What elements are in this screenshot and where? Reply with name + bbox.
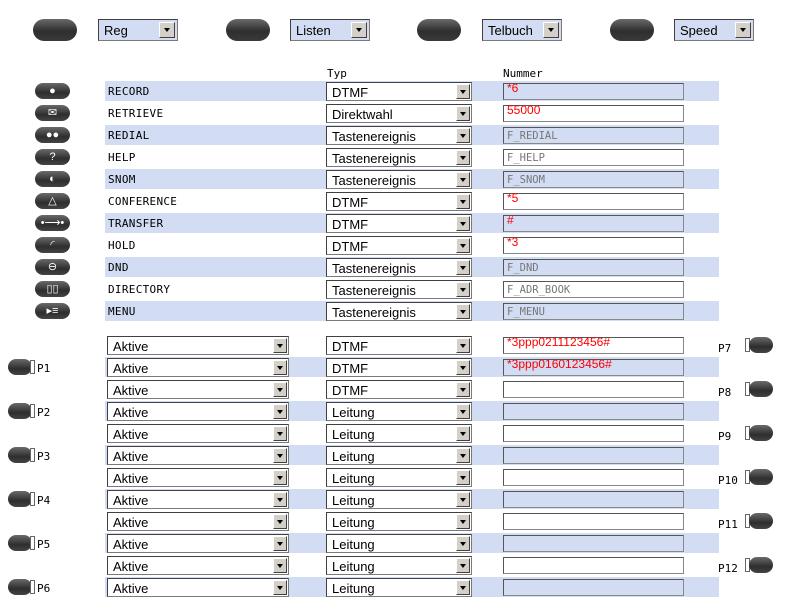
key-type-select-value: Leitung [332, 537, 375, 552]
key-type-select-value: Leitung [332, 559, 375, 574]
chevron-down-icon [456, 360, 470, 375]
function-key-number-value: F_ADR_BOOK [507, 284, 571, 296]
function-key-type-select[interactable] [326, 236, 472, 255]
key-mode-select[interactable] [107, 534, 289, 553]
key-mode-select-value: Aktive [113, 449, 149, 464]
programmable-key-button[interactable] [8, 403, 38, 419]
key-type-select[interactable] [326, 490, 472, 509]
programmable-key-label: P3 [37, 450, 51, 463]
redial-icon[interactable]: ●● [35, 127, 70, 143]
key-knob-icon [8, 359, 32, 375]
key-knob-icon [749, 557, 773, 573]
chevron-down-icon [456, 426, 470, 441]
key-mode-select[interactable] [107, 358, 289, 377]
programmable-key-label: P7 [718, 342, 732, 355]
chevron-down-icon [456, 194, 470, 209]
chevron-down-icon [735, 22, 751, 38]
dnd-icon[interactable]: ⊖ [35, 259, 70, 275]
programmable-key-button[interactable] [745, 557, 775, 573]
key-type-select-value: Leitung [332, 493, 375, 508]
chevron-down-icon [456, 514, 470, 529]
chevron-down-icon [456, 470, 470, 485]
chevron-down-icon [456, 492, 470, 507]
function-key-number-input[interactable] [503, 83, 684, 100]
key-type-select[interactable] [326, 556, 472, 575]
function-key-type-select-value: Tastenereignis [332, 129, 416, 144]
menu-icon[interactable]: ▸≡ [35, 303, 70, 319]
chevron-down-icon [273, 360, 287, 375]
key-type-select-value: DTMF [332, 361, 369, 376]
key-type-select-value: Leitung [332, 471, 375, 486]
key-mode-select-value: Aktive [113, 515, 149, 530]
typ-header: Typ [327, 67, 347, 80]
key-led-icon [30, 536, 35, 550]
function-key-label: TRANSFER [108, 217, 164, 230]
function-key-label: CONFERENCE [108, 195, 178, 208]
chevron-down-icon [456, 260, 470, 275]
function-key-number-input[interactable] [503, 127, 684, 144]
chevron-down-icon [273, 580, 287, 595]
telbuch-select[interactable] [482, 19, 562, 41]
key-number-input[interactable] [503, 579, 684, 596]
chevron-down-icon [273, 470, 287, 485]
key-type-select[interactable] [326, 512, 472, 531]
chevron-down-icon [273, 448, 287, 463]
function-key-type-select[interactable] [326, 104, 472, 123]
function-key-number-input[interactable] [503, 193, 684, 210]
function-key-type-select-value: Tastenereignis [332, 261, 416, 276]
help-icon[interactable]: ? [35, 149, 70, 165]
listen-select[interactable] [290, 19, 370, 41]
function-key-type-select-value: Direktwahl [332, 107, 393, 122]
function-key-label: RETRIEVE [108, 107, 164, 120]
function-key-type-select-value: DTMF [332, 217, 369, 232]
key-mode-select[interactable] [107, 578, 289, 597]
chevron-down-icon [273, 382, 287, 397]
programmable-key-label: P10 [718, 474, 738, 487]
key-type-select-value: DTMF [332, 339, 369, 354]
chevron-down-icon [159, 22, 175, 38]
key-mode-select[interactable] [107, 380, 289, 399]
function-key-type-select-value: Tastenereignis [332, 305, 416, 320]
key-type-select[interactable] [326, 358, 472, 377]
programmable-key-button[interactable] [8, 535, 38, 551]
key-type-select[interactable] [326, 402, 472, 421]
key-mode-select[interactable] [107, 556, 289, 575]
key-mode-select-value: Aktive [113, 581, 149, 596]
key-type-select[interactable] [326, 446, 472, 465]
programmable-key-label: P4 [37, 494, 51, 507]
function-key-label: HOLD [108, 239, 136, 252]
key-knob-icon [749, 425, 773, 441]
key-type-select[interactable] [326, 534, 472, 553]
key-type-select[interactable] [326, 336, 472, 355]
function-key-type-select-value: DTMF [332, 195, 369, 210]
chevron-down-icon [456, 404, 470, 419]
programmable-key-button[interactable] [8, 579, 38, 595]
key-knob-icon [749, 381, 773, 397]
chevron-down-icon [456, 338, 470, 353]
function-key-type-select[interactable] [326, 192, 472, 211]
directory-icon[interactable]: ▯▯ [35, 281, 70, 297]
key-type-select-value: Leitung [332, 515, 375, 530]
reg-select-value: Reg [104, 23, 128, 38]
function-key-number-input[interactable] [503, 215, 684, 232]
key-number-input[interactable] [503, 535, 684, 552]
programmable-key-button[interactable] [8, 491, 38, 507]
chevron-down-icon [273, 492, 287, 507]
function-key-number-input[interactable] [503, 149, 684, 166]
programmable-key-label: P2 [37, 406, 51, 419]
function-key-type-select-value: Tastenereignis [332, 283, 416, 298]
key-number-input[interactable] [503, 359, 684, 376]
key-mode-select-value: Aktive [113, 361, 149, 376]
chevron-down-icon [456, 304, 470, 319]
function-key-number-input[interactable] [503, 259, 684, 276]
function-key-label: HELP [108, 151, 136, 164]
function-key-type-select[interactable] [326, 148, 472, 167]
function-key-number-input[interactable] [503, 171, 684, 188]
telbuch-select-value: Telbuch [488, 23, 533, 38]
key-mode-select-value: Aktive [113, 493, 149, 508]
programmable-key-button[interactable] [8, 359, 38, 375]
function-key-number-value: F_DND [507, 262, 539, 274]
function-key-number-value: # [507, 213, 514, 227]
chevron-down-icon [456, 558, 470, 573]
key-type-select[interactable] [326, 380, 472, 399]
chevron-down-icon [273, 558, 287, 573]
function-key-type-select-value: DTMF [332, 85, 369, 100]
function-key-number-value: F_MENU [507, 306, 545, 318]
key-number-input[interactable] [503, 557, 684, 574]
listen-select-value: Listen [296, 23, 331, 38]
chevron-down-icon [456, 448, 470, 463]
function-key-type-select[interactable] [326, 280, 472, 299]
transfer-icon[interactable]: •⟶• [35, 215, 70, 231]
key-type-select[interactable] [326, 424, 472, 443]
chevron-down-icon [456, 172, 470, 187]
function-key-number-value: F_SNOM [507, 174, 545, 186]
key-number-input[interactable] [503, 469, 684, 486]
key-mode-select-value: Aktive [113, 383, 149, 398]
chevron-down-icon [273, 404, 287, 419]
function-key-number-value: *6 [507, 81, 519, 95]
key-type-select-value: Leitung [332, 427, 375, 442]
function-key-type-select-value: Tastenereignis [332, 151, 416, 166]
function-key-label: SNOM [108, 173, 136, 186]
chevron-down-icon [273, 338, 287, 353]
programmable-key-button[interactable] [745, 381, 775, 397]
key-mode-select-value: Aktive [113, 405, 149, 420]
function-key-number-input[interactable] [503, 281, 684, 298]
top-key-2-button[interactable] [226, 19, 270, 41]
function-key-type-select-value: DTMF [332, 239, 369, 254]
key-number-input[interactable] [503, 425, 684, 442]
key-number-input[interactable] [503, 513, 684, 530]
key-mode-select[interactable] [107, 490, 289, 509]
key-number-input[interactable] [503, 403, 684, 420]
function-key-number-value: F_REDIAL [507, 130, 558, 142]
function-key-number-input[interactable] [503, 105, 684, 122]
chevron-down-icon [456, 238, 470, 253]
key-type-select-value: Leitung [332, 449, 375, 464]
function-key-label: DIRECTORY [108, 283, 171, 296]
snom-icon[interactable]: ◐ [35, 171, 70, 187]
key-led-icon [30, 404, 35, 418]
programmable-key-button[interactable] [745, 337, 775, 353]
key-number-input[interactable] [503, 491, 684, 508]
record-icon[interactable]: ● [35, 83, 70, 99]
key-number-input[interactable] [503, 447, 684, 464]
key-type-select-value: Leitung [332, 581, 375, 596]
key-mode-select-value: Aktive [113, 427, 149, 442]
key-led-icon [30, 360, 35, 374]
chevron-down-icon [273, 536, 287, 551]
programmable-key-label: P8 [718, 386, 732, 399]
nummer-header: Nummer [503, 67, 543, 80]
programmable-key-label: P12 [718, 562, 738, 575]
function-key-type-select[interactable] [326, 82, 472, 101]
chevron-down-icon [351, 22, 367, 38]
reg-select[interactable] [98, 19, 178, 41]
key-mode-select-value: Aktive [113, 339, 149, 354]
key-mode-select-value: Aktive [113, 559, 149, 574]
key-knob-icon [8, 447, 32, 463]
function-key-type-select[interactable] [326, 126, 472, 145]
key-knob-icon [749, 337, 773, 353]
key-mode-select-value: Aktive [113, 537, 149, 552]
key-mode-select[interactable] [107, 468, 289, 487]
speed-select[interactable] [674, 19, 754, 41]
key-number-input[interactable] [503, 337, 684, 354]
function-key-type-select[interactable] [326, 258, 472, 277]
key-knob-icon [8, 579, 32, 595]
chevron-down-icon [273, 426, 287, 441]
programmable-key-label: P6 [37, 582, 51, 595]
programmable-key-label: P1 [37, 362, 51, 375]
key-mode-select[interactable] [107, 424, 289, 443]
chevron-down-icon [456, 382, 470, 397]
chevron-down-icon [543, 22, 559, 38]
function-key-label: MENU [108, 305, 136, 318]
key-knob-icon [8, 535, 32, 551]
key-mode-select[interactable] [107, 446, 289, 465]
hold-icon[interactable]: ◜ [35, 237, 70, 253]
function-key-number-value: *3 [507, 235, 519, 249]
key-mode-select[interactable] [107, 512, 289, 531]
key-number-input[interactable] [503, 381, 684, 398]
programmable-key-label: P9 [718, 430, 732, 443]
chevron-down-icon [273, 514, 287, 529]
function-key-label: DND [108, 261, 129, 274]
key-type-select-value: Leitung [332, 405, 375, 420]
programmable-key-button[interactable] [745, 425, 775, 441]
programmable-key-button[interactable] [745, 513, 775, 529]
key-led-icon [30, 580, 35, 594]
key-mode-select[interactable] [107, 402, 289, 421]
function-key-type-select[interactable] [326, 302, 472, 321]
top-key-4-button[interactable] [610, 19, 654, 41]
function-key-type-select[interactable] [326, 170, 472, 189]
function-key-number-input[interactable] [503, 303, 684, 320]
key-knob-icon [8, 491, 32, 507]
key-knob-icon [8, 403, 32, 419]
key-type-select-value: DTMF [332, 383, 369, 398]
chevron-down-icon [456, 84, 470, 99]
key-type-select[interactable] [326, 578, 472, 597]
function-key-label: RECORD [108, 85, 150, 98]
chevron-down-icon [456, 216, 470, 231]
chevron-down-icon [456, 580, 470, 595]
key-knob-icon [749, 469, 773, 485]
key-number-value: *3ppp0160123456# [507, 357, 612, 371]
key-mode-select[interactable] [107, 336, 289, 355]
function-key-number-value: 55000 [507, 103, 541, 117]
function-key-number-input[interactable] [503, 237, 684, 254]
conference-icon[interactable]: △ [35, 193, 70, 209]
key-mode-select-value: Aktive [113, 471, 149, 486]
function-key-label: REDIAL [108, 129, 150, 142]
key-number-value: *3ppp0211123456# [507, 335, 610, 349]
chevron-down-icon [456, 282, 470, 297]
top-key-1-button[interactable] [33, 19, 77, 41]
programmable-key-button[interactable] [745, 469, 775, 485]
chevron-down-icon [456, 536, 470, 551]
key-type-select[interactable] [326, 468, 472, 487]
programmable-key-button[interactable] [8, 447, 38, 463]
speed-select-value: Speed [680, 23, 718, 38]
programmable-key-label: P5 [37, 538, 51, 551]
key-led-icon [30, 448, 35, 462]
envelope-icon[interactable]: ✉ [35, 105, 70, 121]
key-knob-icon [749, 513, 773, 529]
chevron-down-icon [456, 128, 470, 143]
top-key-3-button[interactable] [417, 19, 461, 41]
function-key-number-value: *5 [507, 191, 519, 205]
chevron-down-icon [456, 150, 470, 165]
function-key-type-select-value: Tastenereignis [332, 173, 416, 188]
key-led-icon [30, 492, 35, 506]
programmable-key-label: P11 [718, 518, 738, 531]
function-key-number-value: F_HELP [507, 152, 545, 164]
function-key-type-select[interactable] [326, 214, 472, 233]
chevron-down-icon [456, 106, 470, 121]
